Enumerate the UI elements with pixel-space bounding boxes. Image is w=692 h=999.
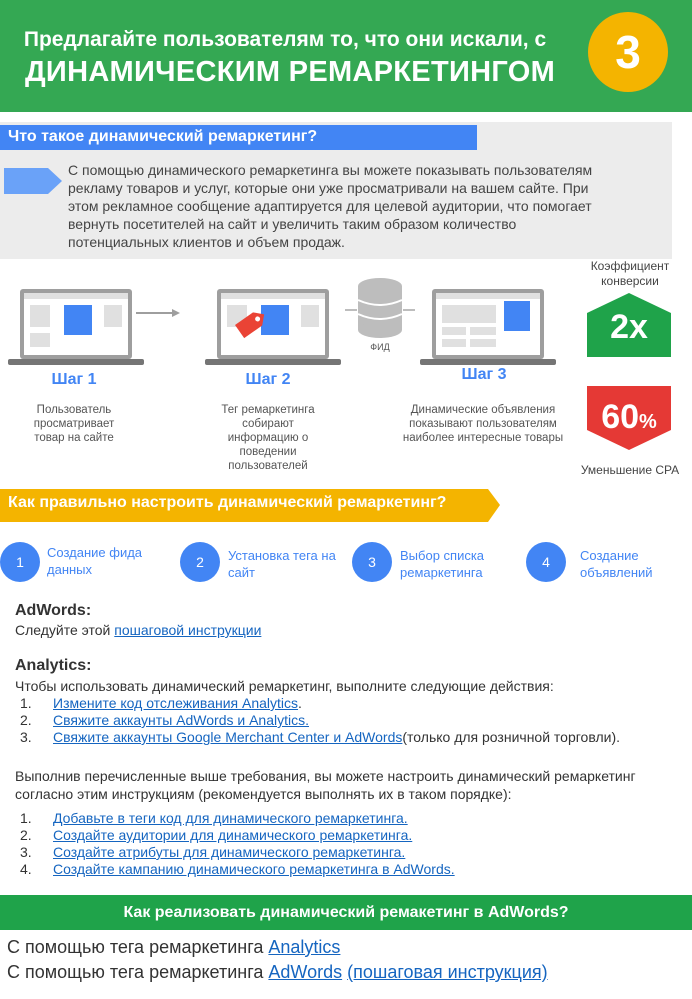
header-title: ДИНАМИЧЕСКИМ РЕМАРКЕТИНГОМ [24, 56, 556, 88]
step2-label: Шаг 2 [245, 371, 291, 388]
list-item [20, 810, 455, 827]
conversion-label: Коэффициент конверсии [590, 259, 670, 288]
remarketing-steps-list [20, 810, 455, 878]
implement-text: С помощью тега ремаркетинга [7, 937, 269, 957]
step1-description: Пользователь просматривает товар на сайте [33, 404, 115, 444]
flow-arrow-icon [136, 308, 180, 318]
list-suffix: . [298, 695, 302, 711]
adwords-instruction [15, 622, 261, 638]
how-to-title: Как правильно настроить динамический ремаркетинг? [8, 494, 447, 511]
cpa-label: Уменьшение CPA [580, 463, 680, 477]
cpa-unit: % [639, 411, 657, 433]
how-to-step3-number: 3 [352, 542, 392, 582]
analytics-after-text: Выполнив перечисленные выше требования, вы можете настроить динамический ремаркетинг согласно этим инструкциям (рекомендуется выполнять их в таком порядке): [15, 768, 636, 802]
list-item [20, 695, 620, 712]
how-to-step2-number: 2 [180, 542, 220, 582]
create-attributes-link[interactable]: Создайте атрибуты для динамического ремаркетинга. [53, 844, 406, 860]
step2-description: Тег ремаркетинга собирают информацию о поведении пользователей [221, 404, 315, 472]
list-suffix: (только для розничной торговли). [402, 729, 620, 745]
pointer-arrow-icon [4, 168, 62, 194]
adwords-text: Следуйте этой [15, 622, 115, 638]
list-item [20, 729, 620, 746]
link-merchant-link[interactable]: Свяжите аккаунты Google Merchant Center и AdWords [53, 729, 403, 745]
what-is-text: С помощью динамического ремаркетинга вы можете показывать пользователям рекламу товаров и услуг, которые они уже просматривали на вашем сайте. При этом рекламное сообщение адаптируется для целевой аудитории, что помогает вернуть посетителей на сайт и увеличить таким образом количество потенциальных клиентов и объем продаж. [68, 162, 593, 250]
adwords-heading: AdWords: [15, 602, 92, 619]
analytics-heading: Analytics: [15, 657, 92, 674]
header-subtitle: Предлагайте пользователям то, что они искали, с [23, 28, 547, 51]
what-is-title: Что такое динамический ремаркетинг? [0, 125, 477, 150]
add-tag-code-link[interactable]: Добавьте в теги код для динамического ремаркетинга. [53, 810, 408, 826]
list-number: 3. [20, 729, 32, 745]
laptop-step1-icon [8, 289, 144, 369]
step1-label: Шаг 1 [51, 371, 97, 388]
laptop-step2-icon [205, 289, 341, 369]
list-item [20, 861, 455, 878]
how-to-step4-number: 4 [526, 542, 566, 582]
adwords-guide-link[interactable]: пошаговой инструкции [114, 622, 262, 638]
feed-label: ФИД [370, 342, 390, 352]
list-item [20, 712, 620, 729]
laptop-step3-icon [420, 289, 556, 369]
implement-text: С помощью тега ремаркетинга [7, 962, 269, 982]
list-number: 4. [20, 861, 32, 877]
list-number: 2. [20, 827, 32, 843]
list-number: 1. [20, 695, 32, 711]
implement-title: Как реализовать динамический ремакетинг в AdWords? [0, 895, 692, 930]
list-item [20, 844, 455, 861]
implement-analytics-line [7, 937, 340, 958]
cpa-value [587, 398, 671, 437]
list-number: 2. [20, 712, 32, 728]
cpa-number: 60 [601, 398, 640, 436]
conversion-value: 2x [610, 308, 648, 346]
how-to-step1-label: Создание фида данных [47, 545, 143, 577]
how-to-step3-label: Выбор списка ремаркетинга [400, 548, 485, 580]
step3-label: Шаг 3 [461, 366, 507, 383]
analytics-tag-link[interactable]: Analytics [268, 937, 341, 957]
how-to-step4-label: Создание объявлений [580, 548, 653, 580]
create-audiences-link[interactable]: Создайте аудитории для динамического ремаркетинга. [53, 827, 413, 843]
analytics-intro: Чтобы использовать динамический ремаркетинг, выполните следующие действия: [15, 678, 554, 694]
section-number-badge: 3 [588, 12, 668, 92]
analytics-list [20, 695, 620, 746]
database-feed-icon [345, 276, 415, 342]
how-to-step2-label: Установка тега на сайт [228, 548, 336, 580]
list-number: 3. [20, 844, 32, 860]
link-accounts-link[interactable]: Свяжите аккаунты AdWords и Analytics. [53, 712, 309, 728]
create-campaign-link[interactable]: Создайте кампанию динамического ремаркетинга в AdWords. [53, 861, 455, 877]
change-tracking-link[interactable]: Измените код отслеживания Analytics [53, 695, 299, 711]
list-number: 1. [20, 810, 32, 826]
list-item [20, 827, 455, 844]
how-to-step1-number: 1 [0, 542, 40, 582]
adwords-step-guide-link[interactable]: (пошаговая инструкция) [347, 962, 548, 982]
implement-adwords-line [7, 962, 548, 983]
step3-description: Динамические объявления показывают пользователям наиболее интересные товары [402, 404, 564, 444]
adwords-tag-link[interactable]: AdWords [268, 962, 343, 982]
